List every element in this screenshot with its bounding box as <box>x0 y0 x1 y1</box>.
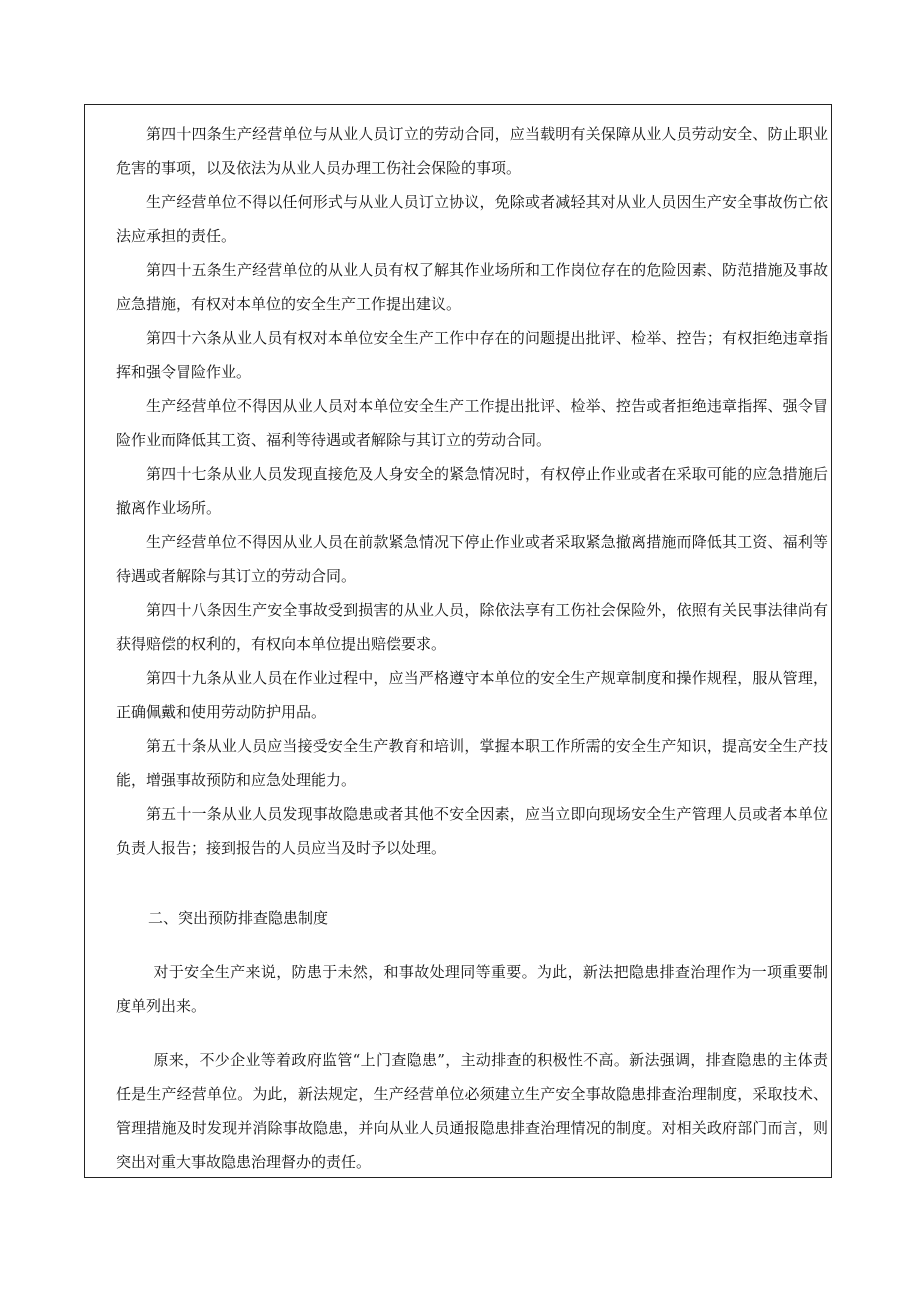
paragraph-article-44: 第四十四条生产经营单位与从业人员订立的劳动合同，应当载明有关保障从业人员劳动安全、防止职业危害的事项，以及依法为从业人员办理工伤社会保险的事项。 <box>116 125 828 177</box>
paragraph-article-47-clause-2: 生产经营单位不得因从业人员在前款紧急情况下停止作业或者采取紧急撤离措施而降低其工资、福利等待遇或者解除与其订立的劳动合同。 <box>116 533 828 585</box>
paragraph-article-48: 第四十八条因生产安全事故受到损害的从业人员，除依法享有工伤社会保险外，依照有关民事法律尚有获得赔偿的权利的，有权向本单位提出赔偿要求。 <box>116 601 828 653</box>
paragraph-article-45: 第四十五条生产经营单位的从业人员有权了解其作业场所和工作岗位存在的危险因素、防范措施及事故应急措施，有权对本单位的安全生产工作提出建议。 <box>116 261 828 313</box>
section-paragraph-1: 对于安全生产来说，防患于未然，和事故处理同等重要。为此，新法把隐患排查治理作为一项重要制度单列出来。 <box>116 963 828 1015</box>
paragraph-article-49: 第四十九条从业人员在作业过程中，应当严格遵守本单位的安全生产规章制度和操作规程，服从管理，正确佩戴和使用劳动防护用品。 <box>116 669 828 721</box>
paragraph-article-50: 第五十条从业人员应当接受安全生产教育和培训，掌握本职工作所需的安全生产知识，提高安全生产技能，增强事故预防和应急处理能力。 <box>116 737 828 789</box>
paragraph-article-44-clause-2: 生产经营单位不得以任何形式与从业人员订立协议，免除或者减轻其对从业人员因生产安全事故伤亡依法应承担的责任。 <box>116 193 828 245</box>
section-heading: 二、突出预防排查隐患制度 <box>148 909 329 927</box>
paragraph-article-46: 第四十六条从业人员有权对本单位安全生产工作中存在的问题提出批评、检举、控告；有权拒绝违章指挥和强令冒险作业。 <box>116 329 828 381</box>
paragraph-article-47: 第四十七条从业人员发现直接危及人身安全的紧急情况时，有权停止作业或者在采取可能的应急措施后撤离作业场所。 <box>116 465 828 517</box>
paragraph-article-51: 第五十一条从业人员发现事故隐患或者其他不安全因素，应当立即向现场安全生产管理人员或者本单位负责人报告；接到报告的人员应当及时予以处理。 <box>116 805 828 857</box>
section-paragraph-2: 原来，不少企业等着政府监管“上门查隐患”，主动排查的积极性不高。新法强调，排查隐患的主体责任是生产经营单位。为此，新法规定，生产经营单位必须建立生产安全事故隐患排查治理制度，采取技术、管理措施及时发现并消除事故隐患，并向从业人员通报隐患排查治理情况的制度。对相关政府部门而言，则突出对重大事故隐患治理督办的责任。 <box>116 1051 828 1171</box>
paragraph-article-46-clause-2: 生产经营单位不得因从业人员对本单位安全生产工作提出批评、检举、控告或者拒绝违章指挥、强令冒险作业而降低其工资、福利等待遇或者解除与其订立的劳动合同。 <box>116 397 828 449</box>
